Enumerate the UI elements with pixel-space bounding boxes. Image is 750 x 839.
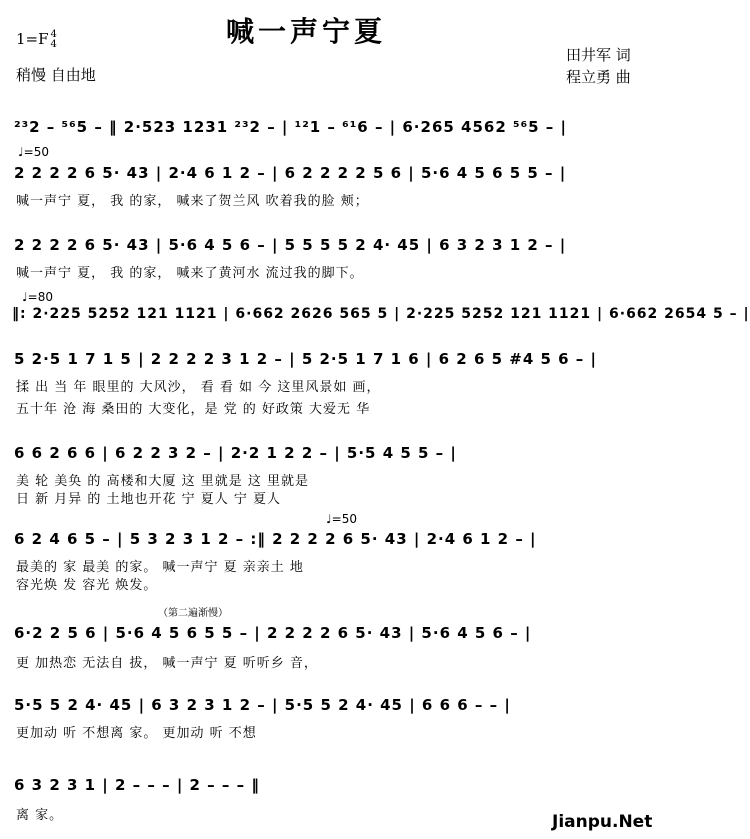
notation-line: 6·2 2 5 6 | 5·6 4 5 6 5 5 – | 2 2 2 2 6 5· 43 | 5·6 4 5 6 – | (14, 624, 532, 642)
notation-line: 5 2·5 1 7 1 5 | 2 2 2 2 3 1 2 – | 5 2·5 1 7 1 6 | 6 2 6 5 #4 5 6 – | (14, 350, 598, 368)
lyrics-line: 喊一声宁 夏， 我 的家， 喊来了黄河水 流过我的脚下。 (16, 266, 364, 281)
tempo-marker: ♩=50 (326, 512, 357, 526)
notation-line: 6 3 2 3 1 | 2 – – – | 2 – – – ‖ (14, 776, 260, 794)
notation-line: 5·5 5 2 4· 45 | 6 3 2 3 1 2 – | 5·5 5 2 4· 45 | 6 6 6 – – | (14, 696, 511, 714)
lyrics-line: 揉 出 当 年 眼里的 大风沙， 看 看 如 今 这里风景如 画， (16, 380, 381, 395)
lyrics-line-2: 容光焕 发 容光 焕发。 (16, 578, 158, 593)
site-watermark: Jianpu.Net (552, 812, 653, 832)
notation-line: ‖: 2·225 5252 121 1121 | 6·662 2626 565 5 | 2·225 5252 121 1121 | 6·662 2654 5 – | (12, 306, 750, 322)
page-title: 喊一声宁夏 (226, 15, 387, 48)
lyrics-line: 离 家。 (16, 808, 64, 823)
second-pass-note: （第二遍渐慢） (158, 608, 228, 619)
lyrics-line: 喊一声宁 夏， 我 的家， 喊来了贺兰风 吹着我的脸 颊； (16, 194, 369, 209)
notation-line: 2 2 2 2 6 5· 43 | 5·6 4 5 6 – | 5 5 5 5 2 4· 45 | 6 3 2 3 1 2 – | (14, 236, 567, 254)
lyricist-credit: 田井军 词 (566, 46, 631, 64)
notation-line: 6 2 4 6 5 – | 5 3 2 3 1 2 – :‖ 2 2 2 2 6 5· 43 | 2·4 6 1 2 – | (14, 530, 537, 548)
lyrics-line-2: 五十年 沧 海 桑田的 大变化，是 党 的 好政策 大爱无 华 (16, 402, 371, 417)
time-signature (51, 30, 57, 50)
time-top: 4 (50, 29, 57, 40)
lyrics-line-2: 日 新 月异 的 土地也开花 宁 夏人 宁 夏人 (16, 492, 282, 507)
notation-line: ²³2 – ⁵⁶5 – ‖ 2·523 1231 ²³2 – | ¹²1 – ⁶¹6 – | 6·265 4562 ⁵⁶5 – | (14, 118, 568, 136)
tempo-marker: ♩=80 (22, 290, 53, 304)
key-text: 1=F (16, 30, 49, 48)
time-bottom: 4 (50, 39, 57, 50)
notation-line: 2 2 2 2 6 5· 43 | 2·4 6 1 2 – | 6 2 2 2 2 5 6 | 5·6 4 5 6 5 5 – | (14, 164, 567, 182)
lyrics-line: 最美的 家 最美 的家。 喊一声宁 夏 亲亲土 地 (16, 560, 304, 575)
lyrics-line: 美 轮 美奂 的 高楼和大厦 这 里就是 这 里就是 (16, 474, 310, 489)
key-signature (16, 30, 57, 50)
lyrics-line: 更 加热恋 无法自 拔， 喊一声宁 夏 听听乡 音， (16, 656, 318, 671)
composer-credit: 程立勇 曲 (566, 68, 631, 86)
tempo-marking: 稍慢 自由地 (16, 66, 96, 84)
tempo-marker: ♩=50 (18, 145, 49, 159)
notation-line: 6 6 2 6 6 | 6 2 2 3 2 – | 2·2 1 2 2 – | 5·5 4 5 5 – | (14, 444, 457, 462)
lyrics-line: 更加动 听 不想离 家。 更加动 听 不想 (16, 726, 257, 741)
